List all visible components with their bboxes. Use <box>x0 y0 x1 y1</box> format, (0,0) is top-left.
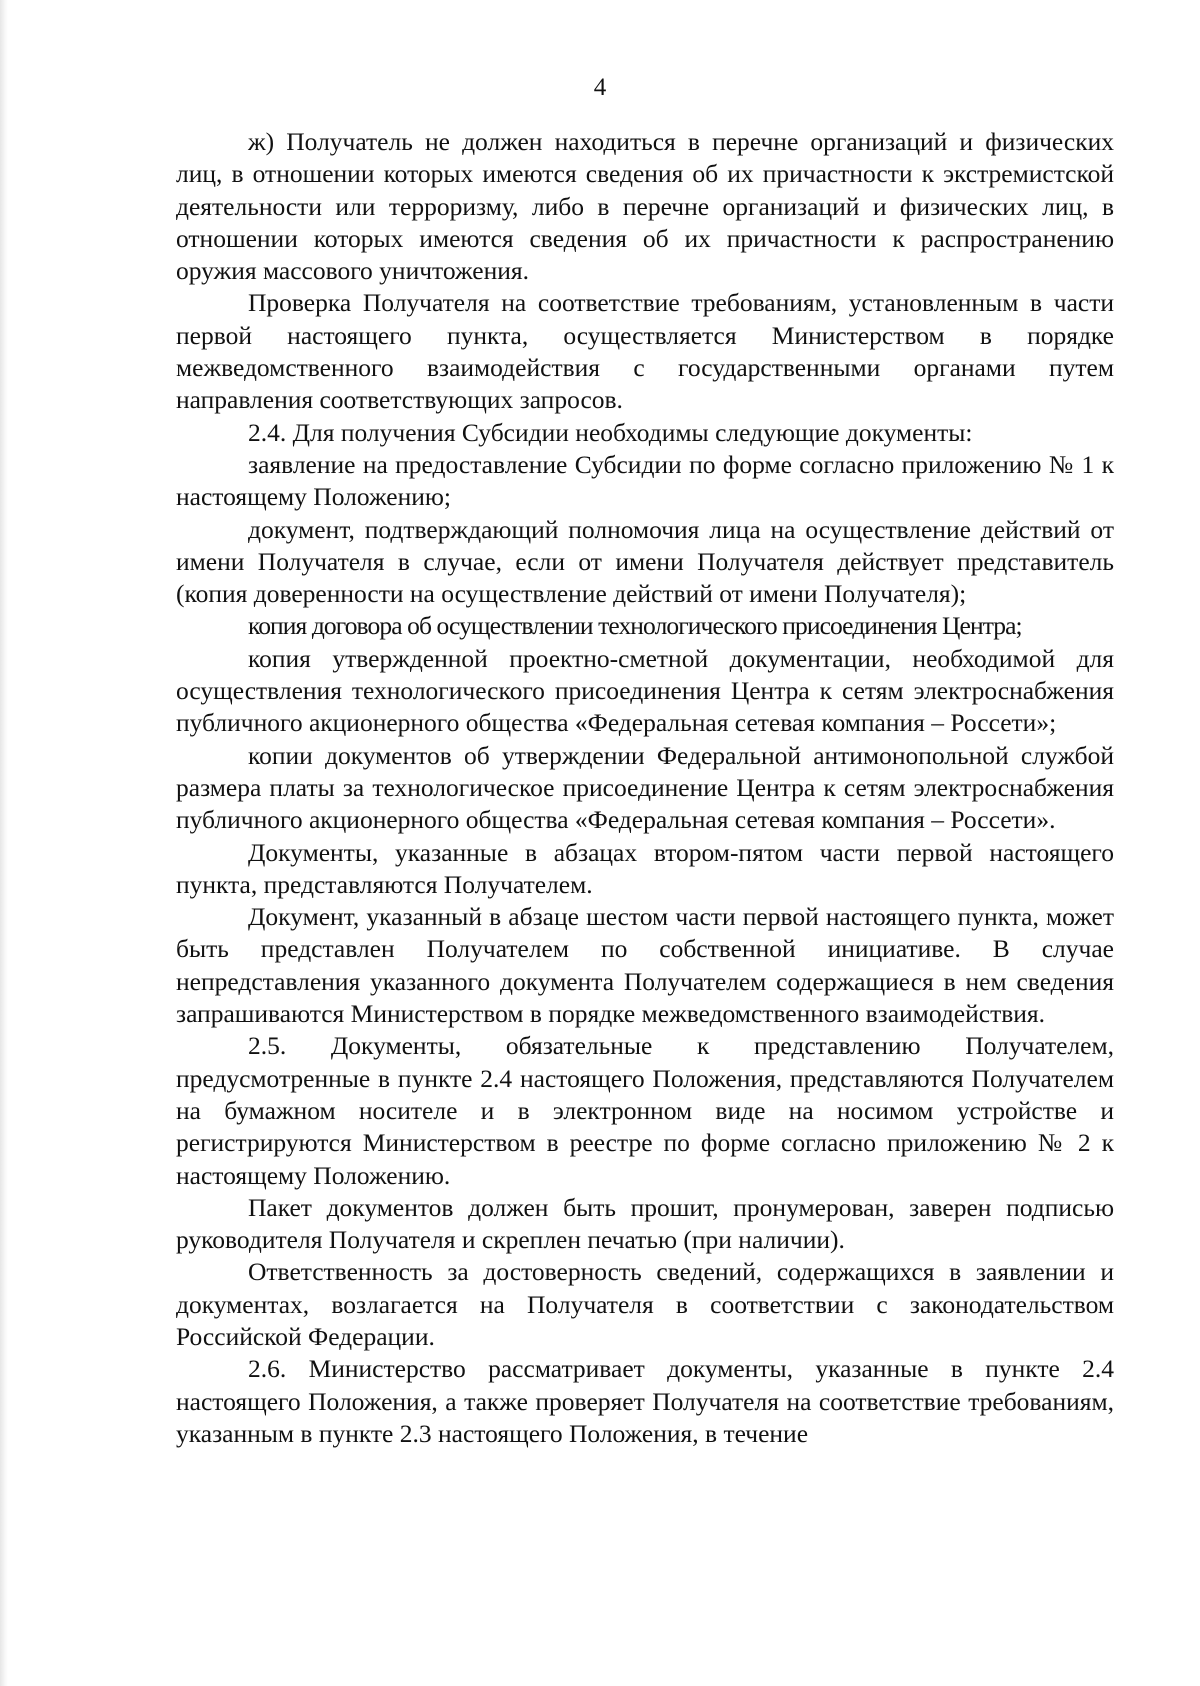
paragraph-2-5-registration: 2.5. Документы, обязательные к представлению Получателем, предусмотренные в пункте 2.4 настоящего Положения, представляются Получателем на бумажном носителе и в электронном виде на носимом устройстве и регистрируются Министерством в реестре по форме согласно приложению № 2 к настоящему Положению. <box>176 1031 1114 1190</box>
paragraph-authority-document: документ, подтверждающий полномочия лица на осуществление действий от имени Получателя в случае, если от имени Получателя действует представитель (копия доверенности на осуществление действий от имени Получателя); <box>176 514 1114 609</box>
paragraph-zh-extremism-list: ж) Получатель не должен находиться в перечне организаций и физических лиц, в отношении которых имеются сведения об их причастности к экстремистской деятельности или терроризму, либо в перечне организаций и физических лиц, в отношении которых имеются сведения об их причастности к распространению оружия массового уничтожения. <box>176 127 1114 286</box>
paragraph-2-6-review: 2.6. Министерство рассматривает документы, указанные в пункте 2.4 настоящего Положения, а также проверяет Получателя на соответствие требованиям, указанным в пункте 2.3 настоящего Положения, в течение <box>176 1354 1114 1448</box>
scan-edge-shadow <box>0 0 8 1686</box>
paragraph-documents-submitted: Документы, указанные в абзацах втором-пятом части первой настоящего пункта, представляются Получателем. <box>176 837 1114 899</box>
paragraph-own-initiative: Документ, указанный в абзаце шестом части первой настоящего пункта, может быть представлен Получателем по собственной инициативе. В случае непредставления указанного документа Получателем содержащиеся в нем сведения запрашиваются Министерством в порядке межведомственного взаимодействия. <box>176 902 1114 1029</box>
paragraph-contract-copy: копия договора об осуществлении технологического присоединения Центра; <box>248 611 1022 641</box>
page-number: 4 <box>593 74 607 101</box>
paragraph-responsibility: Ответственность за достоверность сведений, содержащихся в заявлении и документах, возлагается на Получателя в соответствии с законодательством Российской Федерации. <box>176 1257 1114 1351</box>
paragraph-recipient-check: Проверка Получателя на соответствие требованиям, установленным в части первой настоящего пункта, осуществляется Министерством в порядке межведомственного взаимодействия с государственными органами путем направления соответствующих запросов. <box>176 288 1114 415</box>
paragraph-document-package: Пакет документов должен быть прошит, пронумерован, заверен подписью руководителя Получателя и скреплен печатью (при наличии). <box>176 1192 1114 1255</box>
paragraph-application: заявление на предоставление Субсидии по форме согласно приложению № 1 к настоящему Положению; <box>176 449 1114 512</box>
paragraph-design-documentation: копия утвержденной проектно-сметной документации, необходимой для осуществления технологического присоединения Центра к сетям электроснабжения публичного акционерного общества «Федеральная сетевая компания – Россети»; <box>176 643 1114 738</box>
paragraph-antimonopoly-approval: копии документов об утверждении Федеральной антимонопольной службой размера платы за технологическое присоединение Центра к сетям электроснабжения публичного акционерного общества «Федеральная сетевая компания – Россети». <box>176 740 1114 835</box>
paragraph-2-4-heading: 2.4. Для получения Субсидии необходимы следующие документы: <box>248 417 973 447</box>
document-body <box>176 126 1114 1450</box>
